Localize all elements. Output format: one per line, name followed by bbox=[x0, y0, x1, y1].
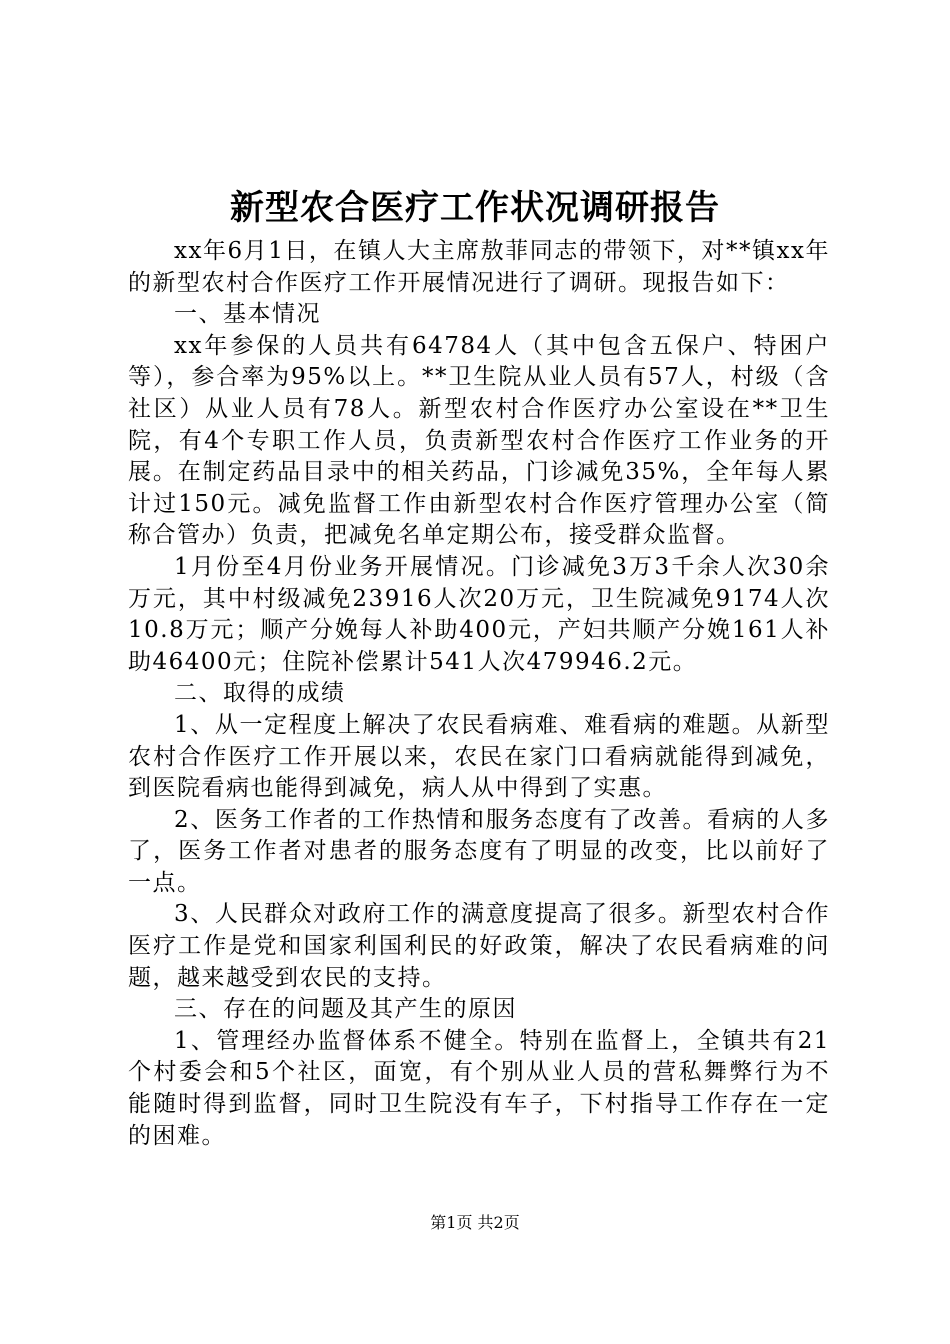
document-title: 新型农合医疗工作状况调研报告 bbox=[230, 188, 720, 228]
paragraph-achievement-2: 2、医务工作者的工作热情和服务态度有了改善。看病的人多了，医务工作者对患者的服务态度有了明显的改变，比以前好了一点。 bbox=[128, 806, 830, 896]
document-body bbox=[128, 236, 830, 1152]
section-heading-basic-situation: 一、基本情况 bbox=[174, 301, 321, 328]
paragraph-achievement-3: 3、人民群众对政府工作的满意度提高了很多。新型农村合作医疗工作是党和国家利国利民的好政策，解决了农民看病难的问题，越来越受到农民的支持。 bbox=[128, 901, 830, 991]
paragraph-business-progress: 1月份至4月份业务开展情况。门诊减免3万3千余人次30余万元，其中村级减免23916人次20万元，卫生院减免9174人次10.8万元；顺产分娩每人补助400元，产妇共顺产分娩161人补助46400元；住院补偿累计541人次479946.2元。 bbox=[128, 553, 830, 675]
paragraph-basic-situation: xx年参保的人员共有64784人（其中包含五保户、特困户等），参合率为95%以上。**卫生院从业人员有57人，村级（含社区）从业人员有78人。新型农村合作医疗办公室设在**卫生院，有4个专职工作人员，负责新型农村合作医疗工作业务的开展。在制定药品目录中的相关药品，门诊减免35%，全年每人累计过150元。减免监督工作由新型农村合作医疗管理办公室（简称合管办）负责，把减免名单定期公布，接受群众监督。 bbox=[128, 332, 830, 549]
paragraph-intro: xx年6月1日，在镇人大主席敖菲同志的带领下，对**镇xx年的新型农村合作医疗工作开展情况进行了调研。现报告如下： bbox=[128, 238, 830, 296]
section-heading-achievements: 二、取得的成绩 bbox=[174, 680, 346, 707]
paragraph-problem-1: 1、管理经办监督体系不健全。特别在监督上，全镇共有21个村委会和5个社区，面宽，有个别从业人员的营私舞弊行为不能随时得到监督，同时卫生院没有车子，下村指导工作存在一定的困难。 bbox=[128, 1027, 830, 1149]
section-heading-problems: 三、存在的问题及其产生的原因 bbox=[174, 996, 517, 1023]
paragraph-achievement-1: 1、从一定程度上解决了农民看病难、难看病的难题。从新型农村合作医疗工作开展以来，农民在家门口看病就能得到减免，到医院看病也能得到减免，病人从中得到了实惠。 bbox=[128, 711, 830, 802]
page-footer: 第1页 共2页 bbox=[430, 1213, 520, 1232]
